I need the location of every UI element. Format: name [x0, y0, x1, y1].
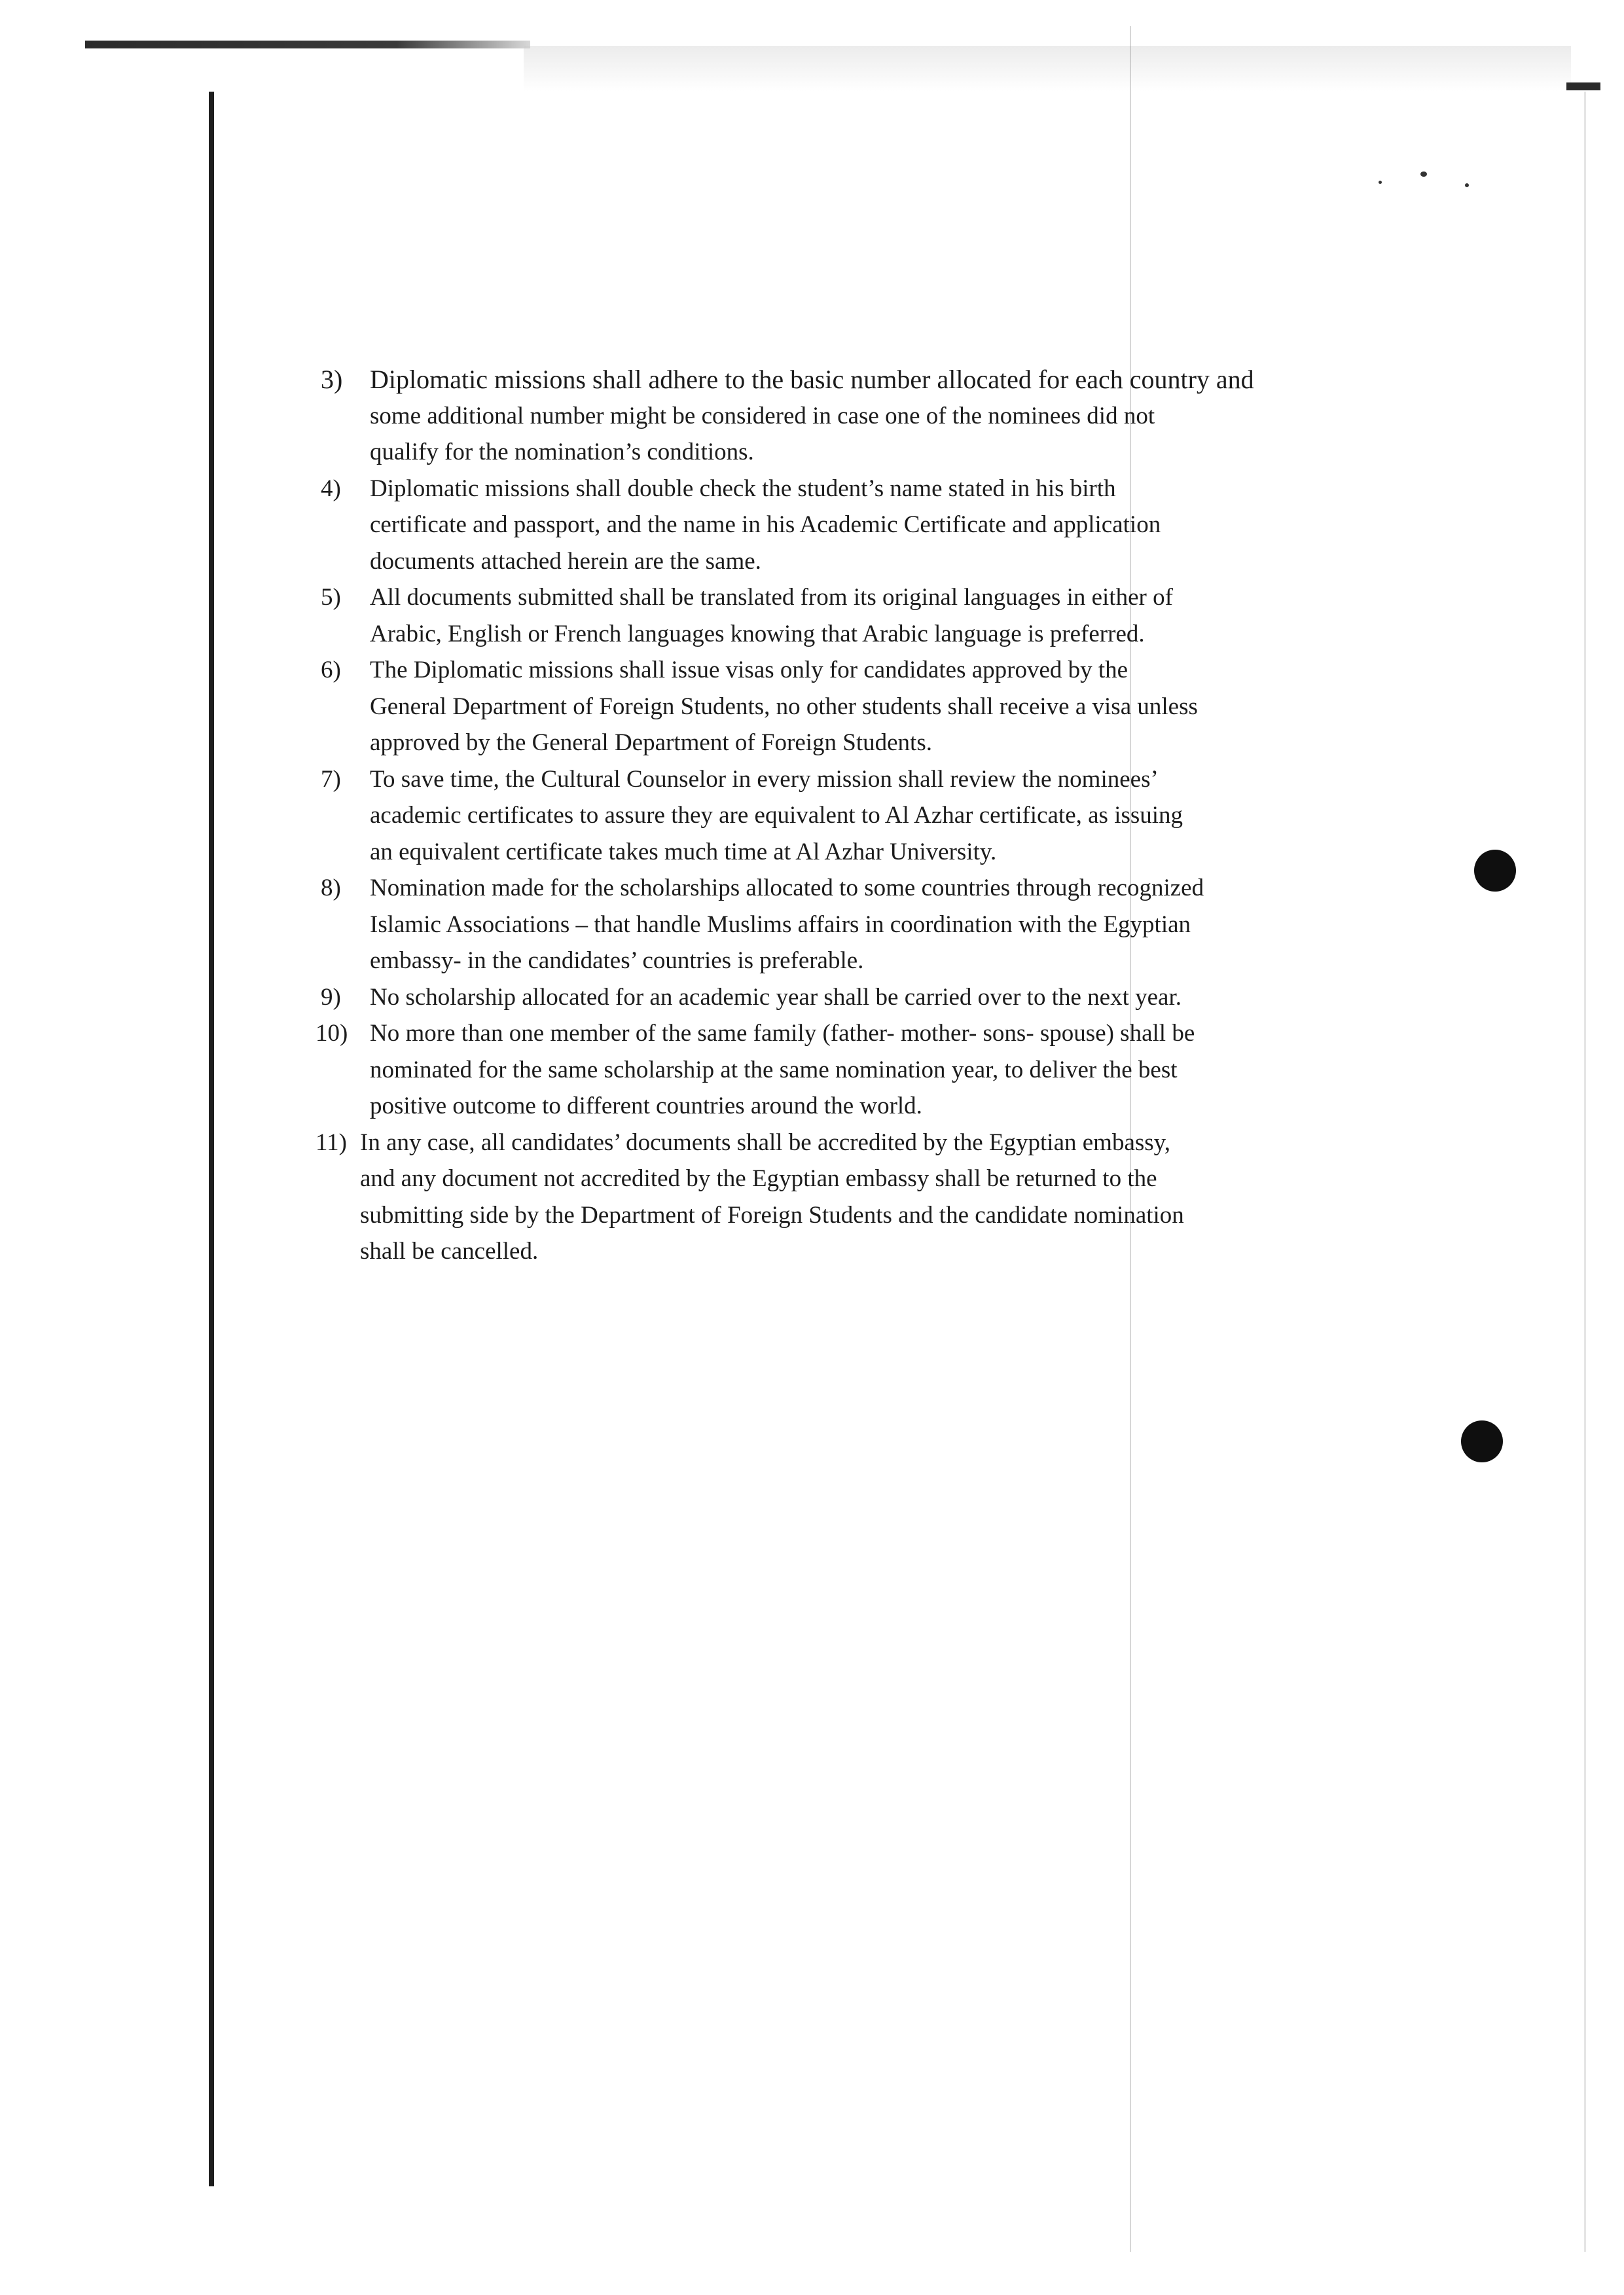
text-line: Islamic Associations – that handle Muslims affairs in coordination with the Egyptian	[370, 911, 1191, 938]
scan-corner-mark	[1566, 82, 1600, 90]
item-text	[370, 1015, 1394, 1125]
scan-speck	[1420, 172, 1427, 177]
text-line: shall be cancelled.	[360, 1238, 539, 1265]
text-line: General Department of Foreign Students, no other students shall receive a visa unless	[370, 693, 1198, 720]
item-text	[370, 579, 1394, 652]
list-item	[316, 1015, 1394, 1125]
text-line: No scholarship allocated for an academic year shall be carried over to the next year.	[370, 983, 1182, 1011]
text-line: Diplomatic missions shall double check the student’s name stated in his birth	[370, 475, 1116, 502]
text-line: positive outcome to different countries around the world.	[370, 1093, 922, 1119]
item-text	[370, 979, 1394, 1016]
list-item	[316, 1125, 1394, 1270]
text-line: academic certificates to assure they are equivalent to Al Azhar certificate, as issuing	[370, 802, 1183, 829]
item-text	[370, 361, 1394, 471]
item-text	[370, 761, 1394, 871]
text-line: All documents submitted shall be translated from its original languages in either of	[370, 584, 1173, 611]
right-page-edge	[1584, 92, 1586, 2252]
item-number: 4)	[321, 475, 341, 502]
text-line: nominated for the same scholarship at the same nomination year, to deliver the best	[370, 1056, 1178, 1083]
text-line: documents attached herein are the same.	[370, 547, 761, 575]
item-text	[370, 652, 1394, 761]
scan-speck	[1379, 181, 1382, 184]
text-line: Arabic, English or French languages knowing that Arabic language is preferred.	[370, 620, 1145, 647]
text-line: In any case, all candidates’ documents shall be accredited by the Egyptian embassy,	[360, 1129, 1171, 1156]
item-number: 3)	[321, 365, 343, 394]
left-margin-rule	[209, 92, 214, 2186]
text-line: certificate and passport, and the name in his Academic Certificate and application	[370, 511, 1161, 538]
text-line: submitting side by the Department of Foreign Students and the candidate nomination	[360, 1201, 1184, 1229]
item-text	[370, 870, 1394, 979]
scan-shadow	[524, 46, 1571, 92]
text-line: embassy- in the candidates’ countries is preferable.	[370, 947, 864, 974]
scan-speck	[1465, 183, 1469, 187]
text-line: an equivalent certificate takes much time at Al Azhar University.	[370, 838, 997, 865]
item-number: 7)	[321, 765, 341, 793]
item-number: 8)	[321, 875, 341, 901]
text-line: To save time, the Cultural Counselor in every mission shall review the nominees’	[370, 765, 1159, 793]
list-item	[321, 579, 1394, 652]
item-number: 11)	[316, 1129, 347, 1156]
item-number: 6)	[321, 657, 341, 683]
list-item	[321, 870, 1394, 979]
item-text	[370, 471, 1394, 580]
text-line: Nomination made for the scholarships allocated to some countries through recognized	[370, 875, 1204, 901]
item-number: 5)	[321, 584, 341, 611]
list-item	[321, 652, 1394, 761]
text-line: qualify for the nomination’s conditions.	[370, 439, 754, 465]
list-item	[321, 979, 1394, 1016]
text-line: and any document not accredited by the Egyptian embassy shall be returned to the	[360, 1165, 1157, 1192]
text-line: Diplomatic missions shall adhere to the basic number allocated for each country and	[370, 365, 1254, 394]
text-line: No more than one member of the same family (father- mother- sons- spouse) shall be	[370, 1020, 1195, 1047]
punch-hole-upper	[1474, 850, 1516, 892]
scan-top-edge-mark	[85, 41, 530, 48]
text-line: The Diplomatic missions shall issue visas only for candidates approved by the	[370, 657, 1128, 683]
list-item	[321, 761, 1394, 871]
item-text	[360, 1125, 1394, 1270]
list-item	[321, 361, 1394, 471]
punch-hole-lower	[1461, 1420, 1503, 1462]
item-number: 10)	[316, 1020, 348, 1047]
text-line: some additional number might be considered in case one of the nominees did not	[370, 402, 1155, 429]
item-number: 9)	[321, 983, 341, 1011]
text-line: approved by the General Department of Foreign Students.	[370, 729, 932, 756]
list-item	[321, 471, 1394, 580]
numbered-provisions-list	[316, 361, 1394, 1270]
